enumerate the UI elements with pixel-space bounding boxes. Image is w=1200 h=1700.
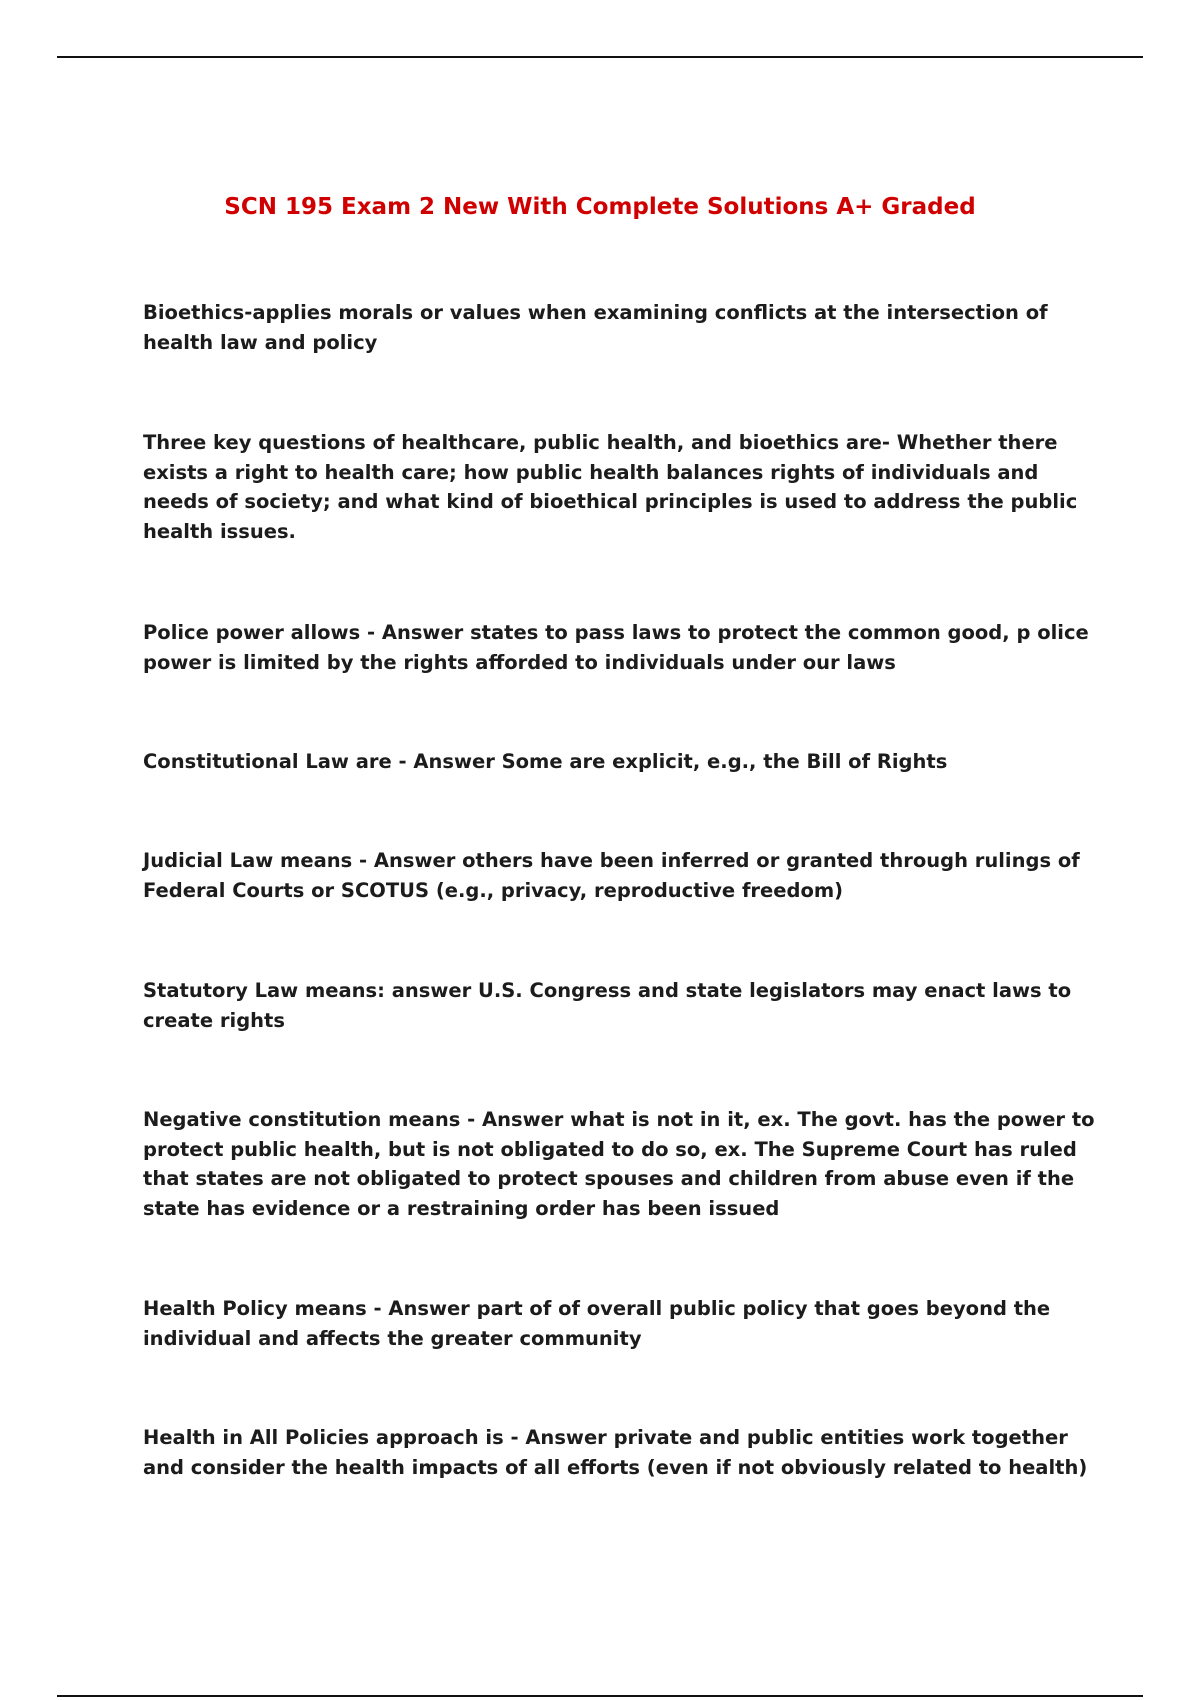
entry-judicial-law: Judicial Law means - Answer others have been inferred or granted through rulings of Federal Courts or SCOTUS (e.g., privacy, reproductive freedom) (143, 849, 1080, 902)
bottom-rule (57, 1695, 1143, 1697)
entry-health-in-all-policies: Health in All Policies approach is - Answer private and public entities work together and consider the health impacts of all efforts (even if not obviously related to health) (143, 1426, 1088, 1479)
entry-negative-constitution: Negative constitution means - Answer what is not in it, ex. The govt. has the power to protect public health, but is not obligated to do so, ex. The Supreme Court has ruled that states are not obligated to protect spouses and children from abuse even if the state has evidence or a restraining order has been issued (143, 1108, 1095, 1220)
entry-statutory-law: Statutory Law means: answer U.S. Congress and state legislators may enact laws to create rights (143, 979, 1072, 1032)
entry-constitutional-law: Constitutional Law are - Answer Some are explicit, e.g., the Bill of Rights (143, 750, 948, 773)
top-rule (57, 56, 1143, 58)
document-title: SCN 195 Exam 2 New With Complete Solutions A+ Graded (224, 194, 976, 220)
entry-police-power: Police power allows - Answer states to pass laws to protect the common good, p olice power is limited by the rights afforded to individuals under our laws (143, 621, 1089, 674)
entry-three-key-questions: Three key questions of healthcare, public health, and bioethics are- Whether there exists a right to health care; how public health balances rights of individuals and needs of society; and what kind of bioethical principles is used to address the public health issues. (143, 431, 1078, 543)
entry-bioethics: Bioethics-applies morals or values when examining conflicts at the intersection of health law and policy (143, 301, 1048, 354)
entry-health-policy: Health Policy means - Answer part of of overall public policy that goes beyond the individual and affects the greater community (143, 1297, 1051, 1350)
